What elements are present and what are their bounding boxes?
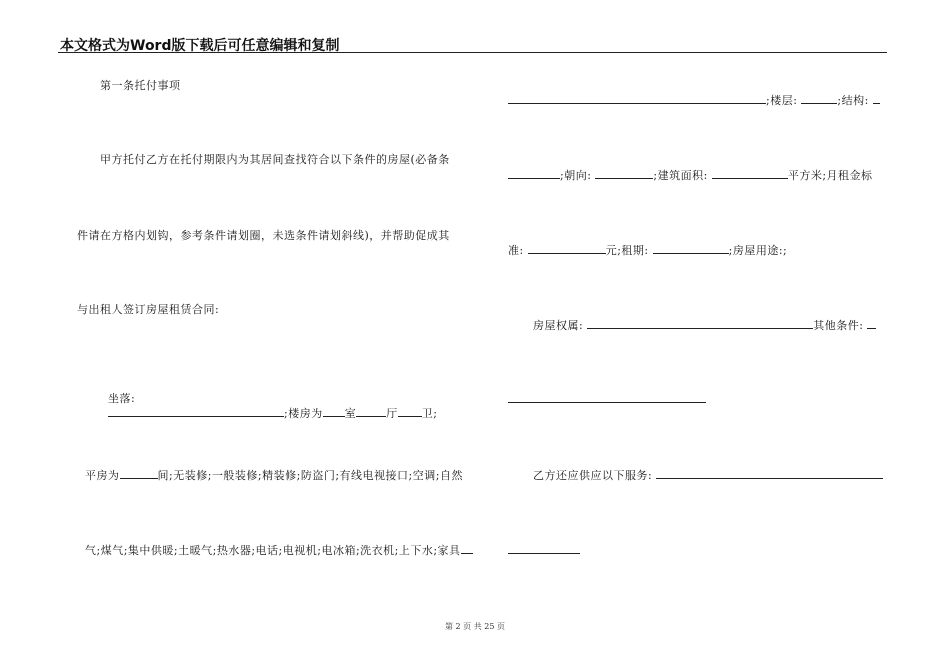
orientation-line xyxy=(500,154,873,183)
room-label: 室 xyxy=(344,407,357,420)
hall-label: 厅 xyxy=(386,407,398,420)
hall-blank[interactable] xyxy=(356,406,386,417)
room-blank[interactable] xyxy=(323,406,345,417)
other-conditions-blank[interactable] xyxy=(867,318,876,329)
other-conditions-blank-cont[interactable] xyxy=(508,392,706,403)
structure-label: ;结构: xyxy=(837,94,869,107)
amenities-text: 间;无装修;一般装修;精装修;防盗门;有线电视接口;空调;自然 xyxy=(157,469,463,482)
services-blank-cont[interactable] xyxy=(508,543,580,554)
services-blank[interactable] xyxy=(656,468,883,479)
floor-line xyxy=(500,79,880,108)
location-blank[interactable] xyxy=(108,406,284,417)
orientation-blank[interactable] xyxy=(595,168,653,179)
bath-blank[interactable] xyxy=(398,406,422,417)
services-line xyxy=(525,454,883,483)
services-label: 乙方还应供应以下服务: xyxy=(533,469,653,482)
rent-label: 平方米;月租金标 xyxy=(787,169,873,182)
term-label: 元;租期: xyxy=(605,244,649,257)
standard-label: 准: xyxy=(508,244,524,257)
header-divider xyxy=(58,52,887,53)
paragraph-line: 与出租人签订房屋租赁合同: xyxy=(77,303,220,316)
page-footer: 第 2 页 共 25 页 xyxy=(445,622,505,631)
amenities-line xyxy=(77,529,473,558)
ownership-blank[interactable] xyxy=(587,318,813,329)
ownership-label: 房屋权属: xyxy=(533,319,584,332)
floor-label: ;楼层: xyxy=(766,94,798,107)
floor-blank[interactable] xyxy=(801,93,837,104)
structure-blank[interactable] xyxy=(873,93,880,104)
other-conditions-line xyxy=(500,378,706,407)
area-blank[interactable] xyxy=(712,168,788,179)
term-blank[interactable] xyxy=(653,243,729,254)
location-label: 坐落: xyxy=(108,392,136,405)
bungalow-line xyxy=(77,454,463,483)
structure-blank-cont[interactable] xyxy=(508,168,560,179)
building-label: ;楼房为 xyxy=(284,407,323,420)
other-conditions-label: 其他条件: xyxy=(813,319,864,332)
location-line xyxy=(100,378,437,421)
paragraph-line: 件请在方格内划钩，参考条件请划圈，未选条件请划斜线)，并帮助促成其 xyxy=(77,229,450,242)
usage-label: ;房屋用途:; xyxy=(728,244,788,257)
furniture-blank[interactable] xyxy=(461,543,473,554)
term-line xyxy=(500,229,787,258)
paragraph-line: 甲方托付乙方在托付期限内为其居间查找符合以下条件的房屋(必备条 xyxy=(100,153,450,166)
document-header-title: 本文格式为Word版下载后可任意编辑和复制 xyxy=(60,38,340,54)
rent-blank[interactable] xyxy=(528,243,606,254)
amenities-text-2: 气;煤气;集中供暖;土暖气;热水器;电话;电视机;电冰箱;洗衣机;上下水;家具 xyxy=(85,544,461,557)
bungalow-blank[interactable] xyxy=(120,468,158,479)
address-blank[interactable] xyxy=(508,93,766,104)
ownership-line xyxy=(525,304,876,333)
services-line-cont xyxy=(500,529,580,558)
area-label: ;建筑面积: xyxy=(653,169,708,182)
bungalow-label: 平房为 xyxy=(85,469,120,482)
orientation-label: ;朝向: xyxy=(560,169,592,182)
bath-label: 卫; xyxy=(421,407,438,420)
clause-heading: 第一条托付事项 xyxy=(100,79,181,92)
